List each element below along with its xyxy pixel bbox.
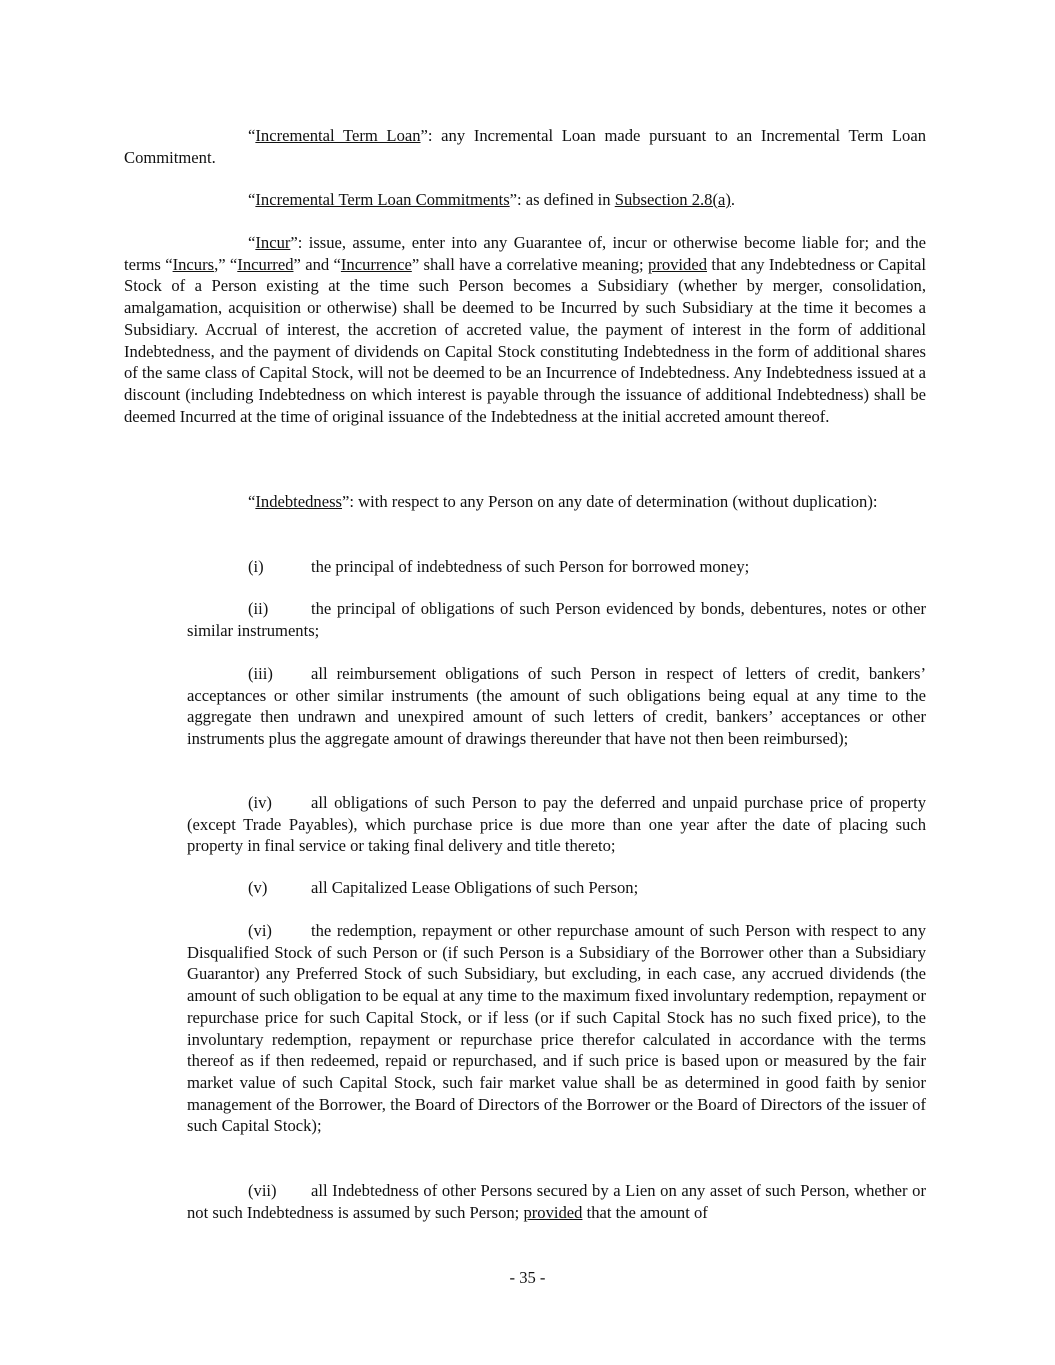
defined-term: Incur [255,233,291,252]
clause-label: (i) [248,557,264,576]
clause-v [187,877,926,899]
page-number: - 35 - [509,1268,546,1287]
defined-term: Indebtedness [255,492,343,511]
clause-vi [187,920,926,1137]
text-segment: ”: with respect to any Person on any date of determination (without duplication): [342,492,878,511]
clause-label: (vii) [248,1181,277,1200]
defined-term: Incurred [237,254,294,274]
clause-vii [187,1180,926,1223]
clause-label: (ii) [248,599,269,618]
definition-incur [124,232,926,427]
clause-label: (iii) [248,664,273,683]
text-segment: all Indebtedness of other Persons secured by a Lien on any asset of such Person, whether or not such Indebtedness is assumed by such Person; [187,1181,926,1222]
text-segment: ” and “ [293,254,341,274]
definition-incremental-term-loan-commitments [124,189,926,211]
definition-incremental-term-loan [124,125,926,168]
text-segment: ”: as defined in [509,190,615,209]
text-segment: ,” “ [214,254,238,274]
defined-term: provided [648,254,708,274]
clause-iii [187,663,926,750]
text-segment: “ [248,126,256,145]
clause-i [187,556,926,578]
text-segment: “ [248,190,256,209]
text-segment: that any Indebtedness or Capital Stock of a Person existing at the time such Person becomes a Subsidiary (whether by merger, consolidation, amalgamation, acquisition or otherwise) shall be deemed to be Incurred by such Subsidiary at the time it becomes a Subsidiary. Accrual of interest, the accretion of accreted value, the payment of interest in the form of additional Indebtedness, and the payment of dividends on Capital Stock constituting Indebtedness in the form of additional shares of the same class of Capital Stock, will not be deemed to be an Incurrence of Indebtedness. Any Indebtedness issued at a discount (including Indebtedness on which interest is payable through the issuance of additional Indebtedness) shall be deemed Incurred at the time of original issuance of the Indebtedness at the initial accreted amount thereof. [124,254,926,426]
text-segment: ”: issue, assume, enter into any Guarantee of, incur or otherwise become liable for; and the terms “ [124,233,926,274]
text-segment: ”: any Incremental Loan made pursuant to an Incremental Term Loan Commitment. [124,126,926,167]
clause-label: (v) [248,878,268,897]
defined-term: Subsection 2.8(a) [614,190,731,209]
defined-term: Incurrence [340,254,412,274]
clause-label: (iv) [248,793,272,812]
clause-iv [187,792,926,857]
text-segment: . [730,190,736,209]
text-segment: all obligations of such Person to pay the deferred and unpaid purchase price of property (except Trade Payables), which purchase price is due more than one year after the date of placing such property in final service or taking final delivery and title thereto; [187,793,926,856]
defined-term: Incremental Term Loan Commitments [255,190,510,209]
text-segment: “ [248,233,256,252]
clause-label: (vi) [248,921,272,940]
text-segment: the principal of obligations of such Person evidenced by bonds, debentures, notes or other similar instruments; [187,599,926,640]
text-segment: all Capitalized Lease Obligations of such Person; [311,878,639,897]
clause-ii [187,598,926,641]
text-segment: “ [248,492,256,511]
defined-term: provided [523,1202,583,1222]
text-segment: ” shall have a correlative meaning; [411,254,649,274]
text-segment: all reimbursement obligations of such Person in respect of letters of credit, bankers’ acceptances or other similar instruments (the amount of such obligations being equal at any time to the aggregate then undrawn and unexpired amount of such letters of credit, bankers’ acceptances or other instruments plus the aggregate amount of drawings thereunder that have not then been reimbursed); [187,664,926,749]
definition-indebtedness [124,491,926,513]
text-segment: that the amount of [582,1202,708,1222]
text-segment: the principal of indebtedness of such Person for borrowed money; [311,557,750,576]
defined-term: Incurs [172,254,215,274]
defined-term: Incremental Term Loan [255,126,421,145]
text-segment: the redemption, repayment or other repurchase amount of such Person with respect to any Disqualified Stock of such Person or (if such Person is a Subsidiary of the Borrower other than a Subsidiary Guarantor) any Preferred Stock of such Subsidiary, but excluding, in each case, any accrued dividends (the amount of such obligation to be equal at any time to the maximum fixed involuntary redemption, repayment or repurchase price for such Capital Stock, or if less (or if such Capital Stock has no such fixed price), to the involuntary redemption, repayment or repurchase price therefor calculated in accordance with the terms thereof as if then redeemed, repaid or repurchased, and if such price is based upon or measured by the fair market value of such Capital Stock, such fair market value shall be as determined in good faith by senior management of the Borrower, the Board of Directors of the Borrower or the Board of Directors of the issuer of such Capital Stock); [187,921,926,1136]
